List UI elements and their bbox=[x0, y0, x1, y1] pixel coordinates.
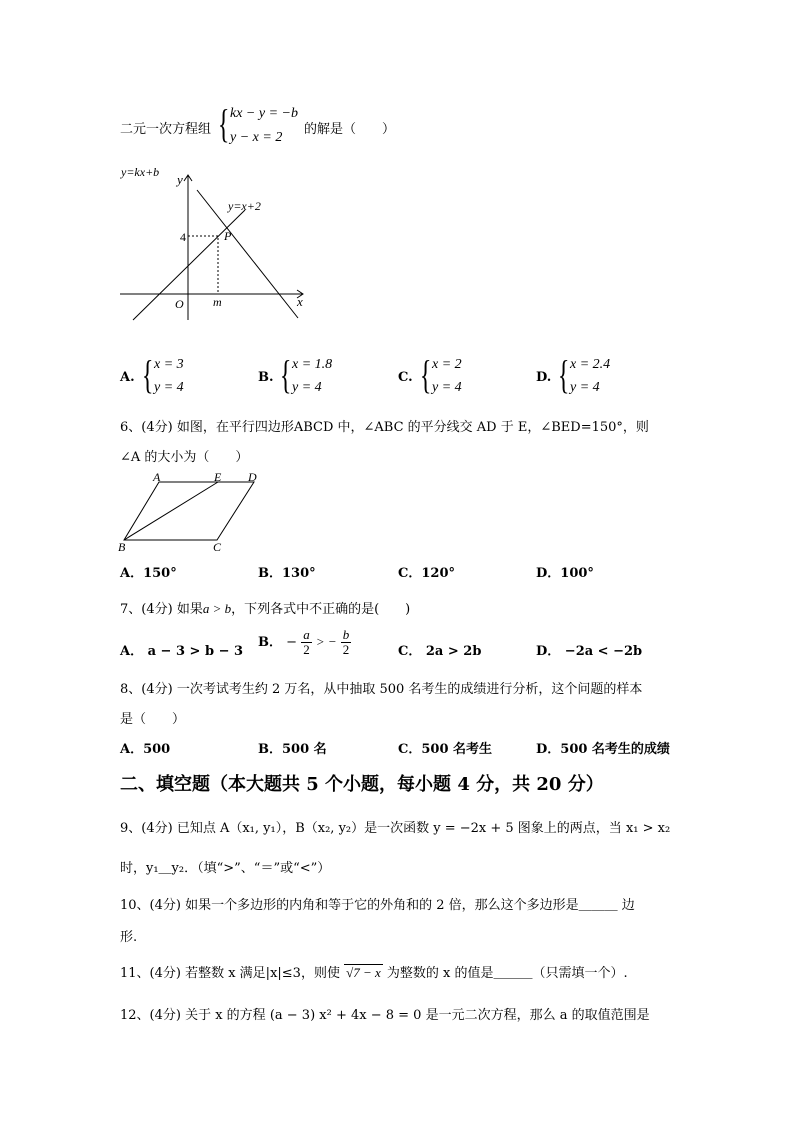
label-x2-line: y=x+2 bbox=[228, 199, 261, 213]
q5-stem-prefix: 二元一次方程组 bbox=[120, 122, 212, 137]
q7-option-d: D． −2a < −2b bbox=[536, 644, 643, 659]
q6-parallelogram-figure bbox=[115, 470, 265, 555]
q6-option-c: C．120° bbox=[398, 566, 455, 581]
origin-label: O bbox=[175, 297, 184, 311]
q10-stem-line2: 形. bbox=[120, 930, 138, 945]
q5-graph bbox=[115, 160, 315, 325]
q9-stem-line1: 9、(4分) 已知点 A（x₁, y₁），B（x₂, y₂）是一次函数 y = −2x + 5 图象上的两点，当 x₁ > x₂ bbox=[120, 821, 671, 836]
q8-stem-line2: 是（ ） bbox=[120, 712, 186, 727]
q6-option-d: D．100° bbox=[536, 566, 594, 581]
q7-option-c: C． 2a > 2b bbox=[398, 644, 482, 659]
q5-option-a-letter: A. bbox=[120, 370, 135, 385]
q7-option-a: A． a − 3 > b − 3 bbox=[120, 644, 244, 659]
q5-option-c-brace: { bbox=[419, 352, 432, 397]
q5-option-b-letter: B. bbox=[258, 370, 274, 385]
q11-stem-prefix: 11、(4分) 若整数 x 满足|x|≤3，则使 bbox=[120, 966, 340, 981]
q11-radical: √7 − x bbox=[346, 965, 381, 980]
q6-option-b: B．130° bbox=[258, 566, 316, 581]
q6-stem-line2: ∠A 的大小为（ ） bbox=[120, 450, 249, 465]
vertex-a-label: A bbox=[153, 470, 161, 484]
q5-option-c-letter: C. bbox=[398, 370, 413, 385]
vertex-d-label: D bbox=[248, 470, 257, 484]
q5-stem-suffix: 的解是（ ） bbox=[304, 122, 396, 137]
q5-eq1: kx − y = −b bbox=[230, 106, 298, 121]
q7-stem-prefix: 7、(4分) 如果 bbox=[120, 602, 203, 617]
q7-fraction-a: $\frac{a}{2}$ bbox=[303, 627, 310, 657]
y-axis-label: y bbox=[177, 172, 183, 187]
q5-option-b-x: x = 1.8 bbox=[292, 357, 333, 372]
x-axis-label: x bbox=[297, 294, 303, 309]
q5-brace: { bbox=[217, 101, 230, 146]
q7-stem-suffix: ，下列各式中不正确的是( ) bbox=[231, 602, 411, 617]
q5-option-d-brace: { bbox=[557, 352, 570, 397]
q5-option-d-letter: D. bbox=[536, 370, 552, 385]
vertex-b-label: B bbox=[118, 540, 126, 554]
q6-option-a: A．150° bbox=[120, 566, 177, 581]
q8-option-b: B．500 名 bbox=[258, 742, 327, 757]
q5-option-a-brace: { bbox=[141, 352, 154, 397]
q5-option-b-y: y = 4 bbox=[292, 380, 322, 395]
q5-option-c-y: y = 4 bbox=[432, 380, 462, 395]
tick-y-4: 4 bbox=[180, 230, 186, 244]
q5-option-c-x: x = 2 bbox=[432, 357, 462, 372]
vertex-e-label: E bbox=[214, 470, 222, 484]
q7-option-b: B． − $\frac{a}{2}$ > − $\frac{b}{2}$ bbox=[258, 627, 350, 657]
q8-stem-line1: 8、(4分) 一次考试考生约 2 万名，从中抽取 500 名考生的成绩进行分析，这个问题的样本 bbox=[120, 682, 643, 697]
q7-option-b-relation: > − bbox=[315, 634, 337, 649]
tick-x-m: m bbox=[213, 295, 222, 309]
q7-condition: a > b bbox=[202, 601, 232, 616]
q12-stem-line1: 12、(4分) 关于 x 的方程 (a − 3) x² + 4x − 8 = 0 是一元二次方程，那么 a 的取值范围是 bbox=[120, 1008, 650, 1023]
q10-stem-line1: 10、(4分) 如果一个多边形的内角和等于它的外角和的 2 倍，那么这个多边形是＿＿＿ 边 bbox=[120, 898, 635, 913]
q5-option-d-x: x = 2.4 bbox=[570, 357, 611, 372]
section-heading-fill-in: 二、填空题（本大题共 5 个小题，每小题 4 分，共 20 分） bbox=[120, 774, 604, 795]
q7-fraction-b: $\frac{b}{2}$ bbox=[342, 627, 350, 657]
q5-option-d-y: y = 4 bbox=[570, 380, 600, 395]
q8-option-c: C．500 名考生 bbox=[398, 742, 493, 757]
q5-option-a-x: x = 3 bbox=[154, 357, 184, 372]
q11-stem-suffix: 为整数的 x 的值是＿＿＿（只需填一个）. bbox=[386, 966, 628, 981]
q9-stem-line2: 时，y₁＿y₂．（填“>”、“＝”或“<”） bbox=[120, 861, 331, 876]
q7-stem bbox=[120, 598, 410, 617]
q8-option-d: D．500 名考生的成绩 bbox=[536, 742, 670, 757]
vertex-c-label: C bbox=[213, 540, 222, 554]
q11-stem bbox=[120, 962, 628, 981]
q5-option-a-y: y = 4 bbox=[154, 380, 184, 395]
q6-stem-line1: 6、(4分) 如图，在平行四边形ABCD 中，∠ABC 的平分线交 AD 于 E，∠BED=150°，则 bbox=[120, 420, 649, 435]
point-p-label: P bbox=[224, 229, 232, 243]
q8-option-a: A．500 bbox=[120, 742, 171, 757]
q7-option-b-letter: B． bbox=[258, 635, 282, 650]
q5-option-b-brace: { bbox=[279, 352, 292, 397]
q5-eq2: y − x = 2 bbox=[230, 130, 283, 145]
label-kx-line: y=kx+b bbox=[121, 165, 160, 179]
